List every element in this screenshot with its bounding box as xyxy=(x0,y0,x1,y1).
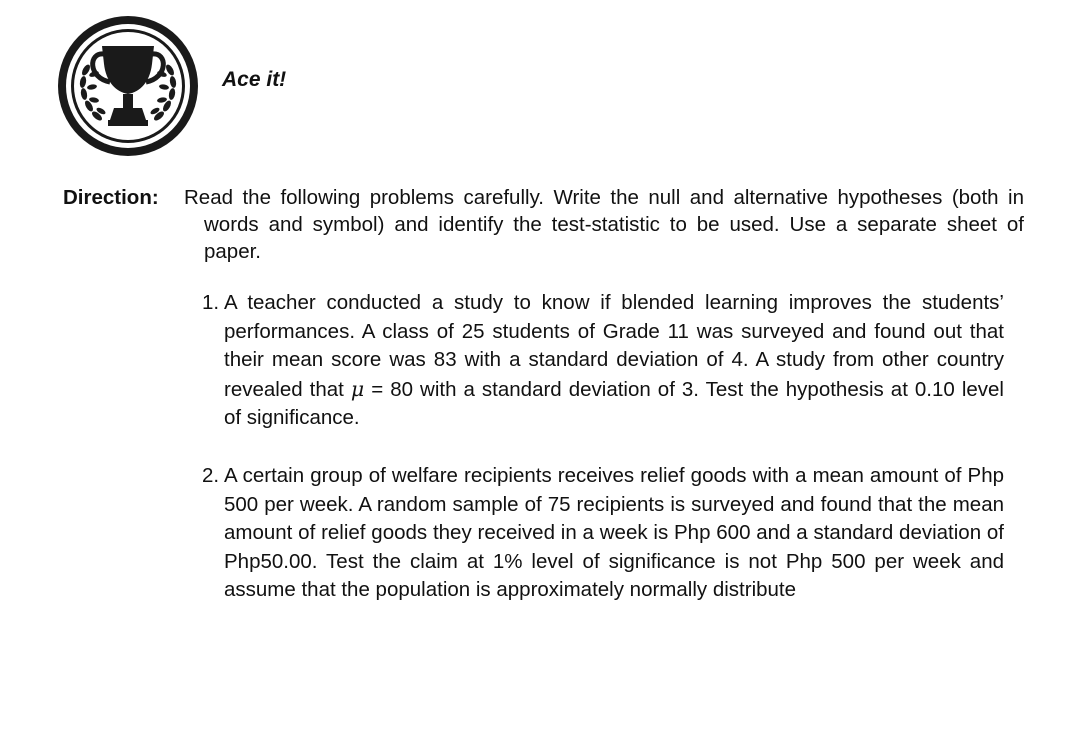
problem-2 xyxy=(202,462,1004,605)
problem-text: A certain group of welfare recipients receives relief goods with a mean amount of Php 500 per week. A random sample of 75 recipients is surveyed and found that the mean amount of relief goods they received in a week is Php 600 and a standard deviation of Php50.00. Test the claim at 1% level of significance is not Php 500 per week and assume that the population is approximately normally distribute xyxy=(224,464,1004,602)
direction-label: Direction: xyxy=(63,186,159,209)
mu-symbol: μ xyxy=(350,376,365,401)
problem-number: 1. xyxy=(202,291,220,314)
problem-1 xyxy=(202,289,1004,433)
problem-text-after-mu: = 80 with a standard deviation of 3. Test the hypothesis at 0.10 level of significance. xyxy=(224,377,1004,430)
trophy-laurel-icon xyxy=(54,12,202,160)
problem-text xyxy=(224,289,1004,433)
problem-text-before-mu: A teacher conducted a study to know if blended learning improves the students’ performances. A class of 25 students of Grade 11 was surveyed and found out that their mean score was 83 with a standard deviation of 4. A study from other country revealed that xyxy=(224,291,1004,401)
section-title: Ace it! xyxy=(222,68,287,91)
direction-text xyxy=(184,184,1024,265)
problem-number: 2. xyxy=(202,464,220,487)
direction-body: Read the following problems carefully. Write the null and alternative hypotheses (both in words and symbol) and identify the test-statistic to be used. Use a separate sheet of paper. xyxy=(184,186,1024,263)
